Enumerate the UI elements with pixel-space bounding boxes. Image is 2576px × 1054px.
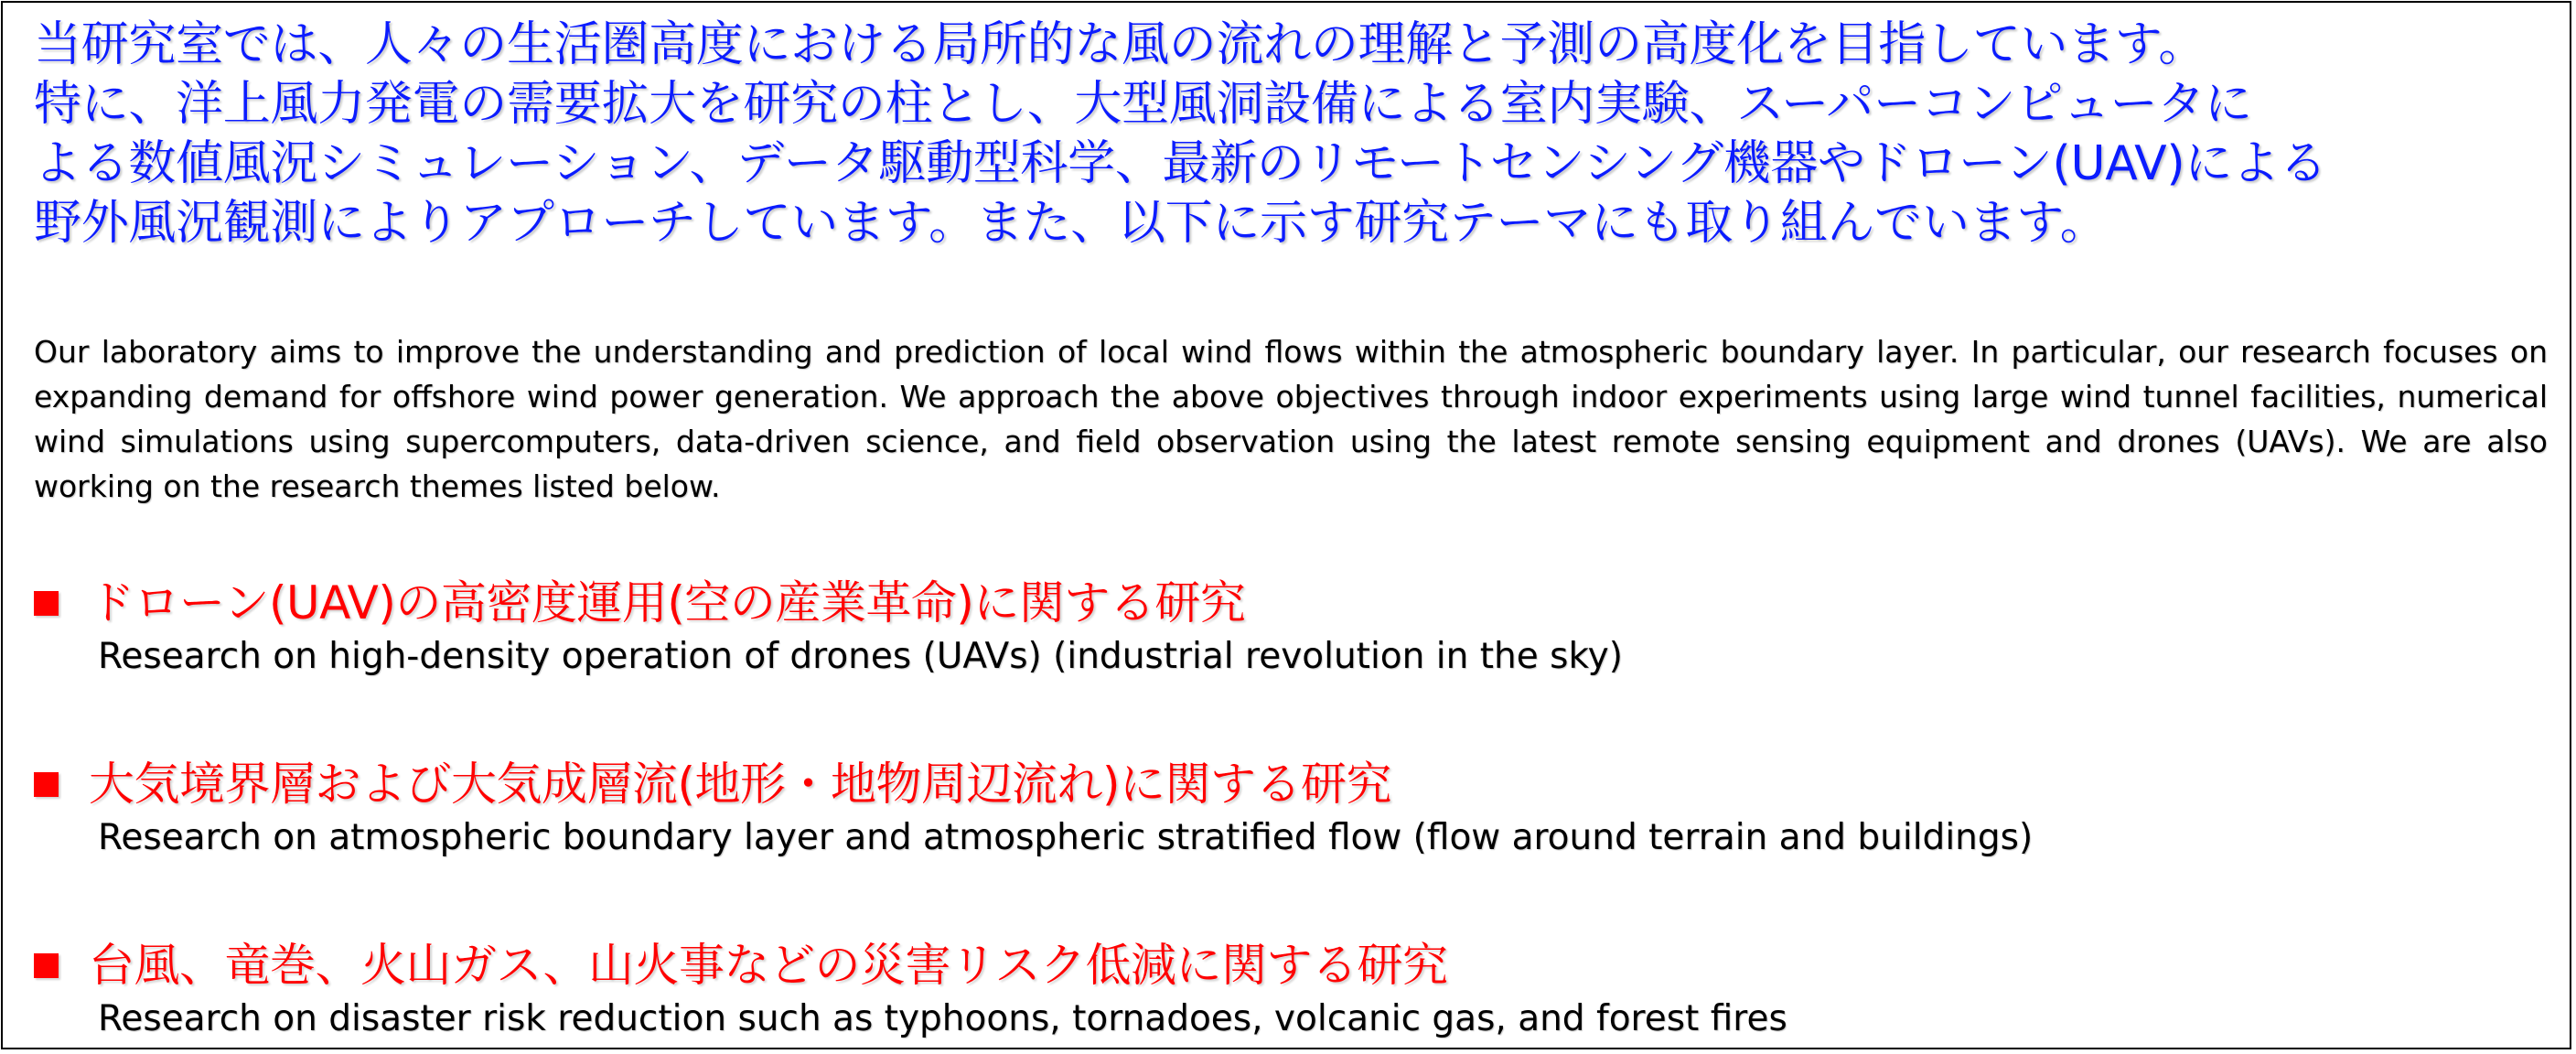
- theme-heading: [34, 753, 2540, 815]
- research-theme-drones: [34, 572, 2540, 680]
- english-introduction: Our laboratory aims to improve the understanding and prediction of local wind flows within the atmospheric boundary layer. In particular, our research focuses on expanding demand for offshore wind power generation. We approach the above objectives through indoor experiments using large wind tunnel facilities, numerical wind simulations using supercomputers, data-driven science, and field observation using the latest remote sensing equipment and drones (UAVs). We are also working on the research themes listed below.: [34, 334, 2548, 504]
- red-square-icon: [34, 772, 59, 797]
- research-overview-panel: [1, 1, 2571, 1049]
- theme-title-japanese: ドローン(UAV)の高密度運用(空の産業革命)に関する研究: [89, 576, 1246, 629]
- research-theme-boundary-layer: [34, 753, 2540, 861]
- red-square-icon: [34, 591, 59, 616]
- theme-title-english: Research on high-density operation of drones (UAVs) (industrial revolution in the sky): [98, 636, 1623, 677]
- theme-title-japanese: 台風、竜巻、火山ガス、山火事などの災害リスク低減に関する研究: [89, 939, 1448, 992]
- theme-title-english: Research on atmospheric boundary layer and atmospheric stratified flow (flow around terrain and buildings): [98, 817, 2034, 858]
- theme-title-japanese: 大気境界層および大気成層流(地形・地物周辺流れ)に関する研究: [89, 758, 1392, 811]
- japanese-introduction: 当研究室では、人々の生活圏高度における局所的な風の流れの理解と予測の高度化を目指しています。 特に、洋上風力発電の需要拡大を研究の柱とし、大型風洞設備による室内実験、スーパーコンピュータに よる数値風況シミュレーション、データ駆動型科学、最新のリモートセンシング機器やドローン(UAV)による 野外風況観測によりアプローチしています。また、以下に示す研究テーマにも取り組んでいます。: [34, 17, 2327, 251]
- theme-title-english: Research on disaster risk reduction such as typhoons, tornadoes, volcanic gas, and forest fires: [98, 998, 1787, 1039]
- theme-heading: [34, 934, 2540, 996]
- research-theme-disaster-risk: [34, 934, 2540, 1042]
- theme-heading: [34, 572, 2540, 634]
- red-square-icon: [34, 953, 59, 978]
